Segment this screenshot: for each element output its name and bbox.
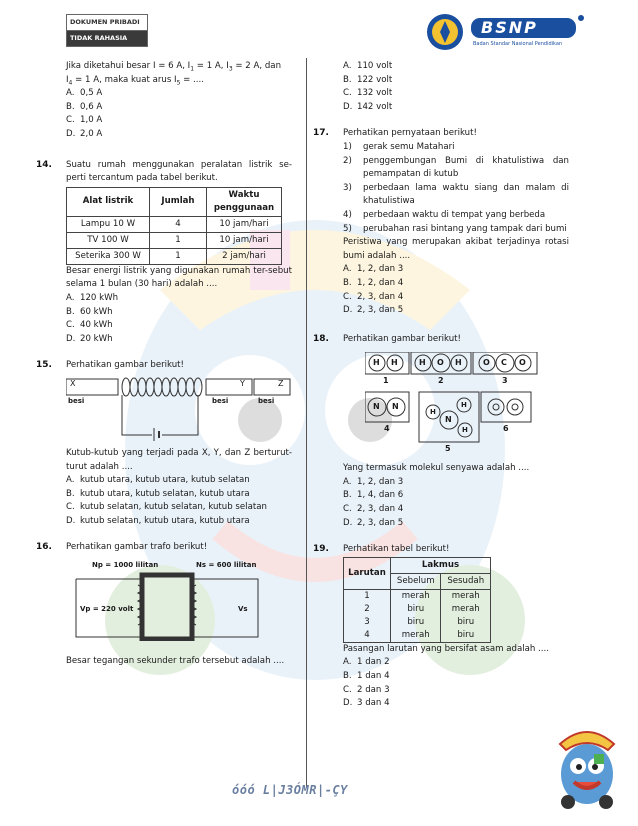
q14-header-count: Jumlah (150, 187, 207, 216)
q16-option-c[interactable]: C. 132 volt (343, 88, 393, 99)
q18-option-b[interactable]: B. 1, 4, dan 6 (343, 490, 404, 501)
list-item: 2) penggembungan Bumi di khatulistiwa dan pemampatan di kutub (343, 155, 569, 180)
atom-h: H (462, 426, 468, 435)
list-item: 4) perbedaan waktu di tempat yang berbeda (343, 209, 546, 220)
q16-option-b[interactable]: B. 122 volt (343, 74, 393, 85)
bsnp-logo (423, 8, 588, 56)
q16-option-a[interactable]: A. 110 volt (343, 61, 393, 71)
list-item: 5) perubahan rasi bintang yang tampak dari bumi (343, 223, 567, 234)
q14-header-time: Waktu penggunaan (207, 187, 282, 216)
table-row: 1 merah merah (344, 589, 491, 603)
q18-option-d[interactable]: D. 2, 3, dan 5 (343, 517, 404, 528)
q15-option-b[interactable]: B. kutub utara, kutub selatan, kutub utara (66, 488, 250, 499)
q17-stem: Perhatikan pernyataan berikut! (343, 128, 477, 139)
question-18 (313, 333, 569, 531)
atom-h: H (455, 358, 462, 368)
electromagnet-diagram (66, 375, 292, 443)
q19-number: 19. (313, 544, 329, 555)
table-row: 4 merah biru (344, 629, 491, 643)
atom-o: O (519, 358, 526, 368)
q17-option-b[interactable]: B. 1, 2, dan 4 (343, 277, 404, 288)
table-row: Lampu 10 W 4 10 jam/hari (67, 216, 282, 232)
q15-stem: Perhatikan gambar berikut! (66, 360, 184, 371)
q13-option-d[interactable]: D. 2,0 A (66, 128, 103, 139)
document-label (66, 14, 148, 47)
q18-stem: Perhatikan gambar berikut! (343, 333, 461, 344)
q18-number: 18. (313, 333, 329, 344)
label-besi-3: besi (258, 396, 275, 405)
fig-number-1: 1 (383, 376, 389, 386)
atom-h: H (391, 358, 398, 368)
q13-option-a[interactable]: A. 0,5 A (66, 88, 103, 99)
q13-option-c[interactable]: C. 1,0 A (66, 115, 103, 126)
atom-h: H (461, 401, 467, 410)
atom-h: H (419, 358, 426, 368)
question-15 (36, 359, 292, 528)
q15-option-c[interactable]: C. kutub selatan, kutub selatan, kutub selatan (66, 502, 267, 513)
question-16 (36, 541, 292, 668)
table-row: 3 biru biru (344, 616, 491, 629)
list-item: 3) perbedaan lama waktu siang dan malam di khatulistiwa (343, 182, 569, 207)
q15-figure (66, 375, 292, 443)
fig-number-5: 5 (445, 444, 451, 454)
q19-table (343, 557, 491, 643)
footer-code: óóó L|J3ÓMR|-ÇY (232, 783, 348, 797)
q18-figure (365, 352, 545, 456)
document-label-top: DOKUMEN PRIBADI (67, 15, 147, 31)
question-13-continued (66, 60, 292, 142)
q19-option-d[interactable]: D. 3 dan 4 (343, 698, 390, 709)
table-row: TV 100 W 1 10 jam/hari (67, 232, 282, 248)
q15-question: Kutub-kutub yang terjadi pada X, Y, dan Z berturut-turut adalah .... (66, 447, 292, 472)
q14-option-b[interactable]: B. 60 kWh (66, 306, 113, 317)
q17-option-a[interactable]: A. 1, 2, dan 3 (343, 264, 404, 275)
q19-question: Pasangan larutan yang bersifat asam adalah .... (343, 643, 549, 654)
q19-option-c[interactable]: C. 2 dan 3 (343, 684, 390, 695)
q13-stem: Jika diketahui besar I = 6 A, $I_1 = 1$ A, $I_3 = 2$ A, dan $I_4 = 1$ A, maka kuat arus $I_5$ = .... (66, 61, 282, 87)
transformer-diagram (72, 561, 262, 641)
atom-h: H (430, 408, 436, 417)
logo-subtitle: Badan Standar Nasional Pendidikan (473, 41, 563, 47)
label-besi-1: besi (68, 396, 85, 405)
q16-question: Besar tegangan sekunder trafo tersebut adalah .... (66, 656, 285, 667)
q16-option-d[interactable]: D. 142 volt (343, 101, 393, 112)
q19-header-larutan: Larutan (344, 557, 391, 589)
q14-header-device: Alat listrik (67, 187, 150, 216)
q16-figure (72, 561, 262, 641)
atom-n: N (445, 415, 452, 425)
question-19 (313, 543, 569, 711)
q14-question: Besar energi listrik yang digunakan rumah ter-sebut selama 1 bulan (30 hari) adalah .... (66, 265, 292, 290)
atom-c: C (501, 358, 507, 368)
q17-option-d[interactable]: D. 2, 3, dan 5 (343, 305, 404, 316)
fig-number-2: 2 (438, 376, 444, 386)
label-np: Np = 1000 lilitan (92, 561, 159, 570)
logo-text: BSNP (481, 18, 538, 37)
table-row: 2 biru merah (344, 603, 491, 616)
q16-number: 16. (36, 542, 52, 553)
q19-stem: Perhatikan tabel berikut! (343, 544, 450, 555)
atom-n: N (373, 402, 380, 412)
q13-option-b[interactable]: B. 0,6 A (66, 101, 103, 112)
q14-stem: Suatu rumah menggunakan peralatan listrik se-perti tercantum pada tabel berikut. (66, 159, 292, 184)
q18-option-c[interactable]: C. 2, 3, dan 4 (343, 504, 404, 515)
q19-option-a[interactable]: A. 1 dan 2 (343, 657, 390, 668)
atom-o: O (437, 358, 444, 368)
list-item: 1) gerak semu Matahari (343, 141, 455, 152)
column-divider (306, 58, 307, 788)
q14-option-d[interactable]: D. 20 kWh (66, 333, 113, 344)
left-column (36, 60, 292, 669)
label-ns: Ns = 600 lilitan (196, 561, 257, 570)
q19-option-b[interactable]: B. 1 dan 4 (343, 671, 390, 682)
question-16-options (343, 60, 569, 114)
q18-question: Yang termasuk molekul senyawa adalah .... (343, 463, 530, 474)
label-vs: Vs (238, 605, 248, 614)
q19-header-lakmus: Lakmus (391, 557, 491, 573)
label-y: Y (240, 378, 245, 388)
fig-number-3: 3 (502, 376, 508, 386)
q17-number: 17. (313, 128, 329, 139)
document-label-bottom: TIDAK RAHASIA (67, 31, 147, 46)
question-17 (313, 127, 569, 317)
q14-option-a[interactable]: A. 120 kWh (66, 292, 119, 303)
mascot-icon (554, 718, 620, 810)
q15-number: 15. (36, 360, 52, 371)
q19-header-sesudah: Sesudah (441, 573, 491, 589)
label-vp: Vp = 220 volt (80, 605, 134, 614)
fig-number-4: 4 (384, 424, 390, 434)
q16-stem: Perhatikan gambar trafo berikut! (66, 542, 208, 553)
q18-option-a[interactable]: A. 1, 2, dan 3 (343, 476, 404, 487)
table-row: Seterika 300 W 1 2 jam/hari (67, 248, 282, 264)
right-column (313, 60, 569, 711)
label-besi-2: besi (212, 396, 229, 405)
q15-option-a[interactable]: A. kutub utara, kutub utara, kutub selatan (66, 475, 250, 486)
q14-table (66, 187, 282, 265)
atom-h: H (373, 358, 380, 368)
question-14 (36, 159, 292, 347)
atom-n: N (392, 402, 399, 412)
atom-o: O (483, 358, 490, 368)
fig-number-6: 6 (503, 424, 509, 434)
q15-option-d[interactable]: D. kutub selatan, kutub utara, kutub utara (66, 515, 250, 526)
q17-option-c[interactable]: C. 2, 3, dan 4 (343, 291, 404, 302)
q14-number: 14. (36, 159, 52, 170)
label-x: X (70, 378, 76, 388)
q14-option-c[interactable]: C. 40 kWh (66, 320, 113, 331)
label-z: Z (278, 378, 284, 388)
q19-header-sebelum: Sebelum (391, 573, 441, 589)
q17-question: Peristiwa yang merupakan akibat terjadinya rotasi bumi adalah .... (343, 237, 569, 261)
